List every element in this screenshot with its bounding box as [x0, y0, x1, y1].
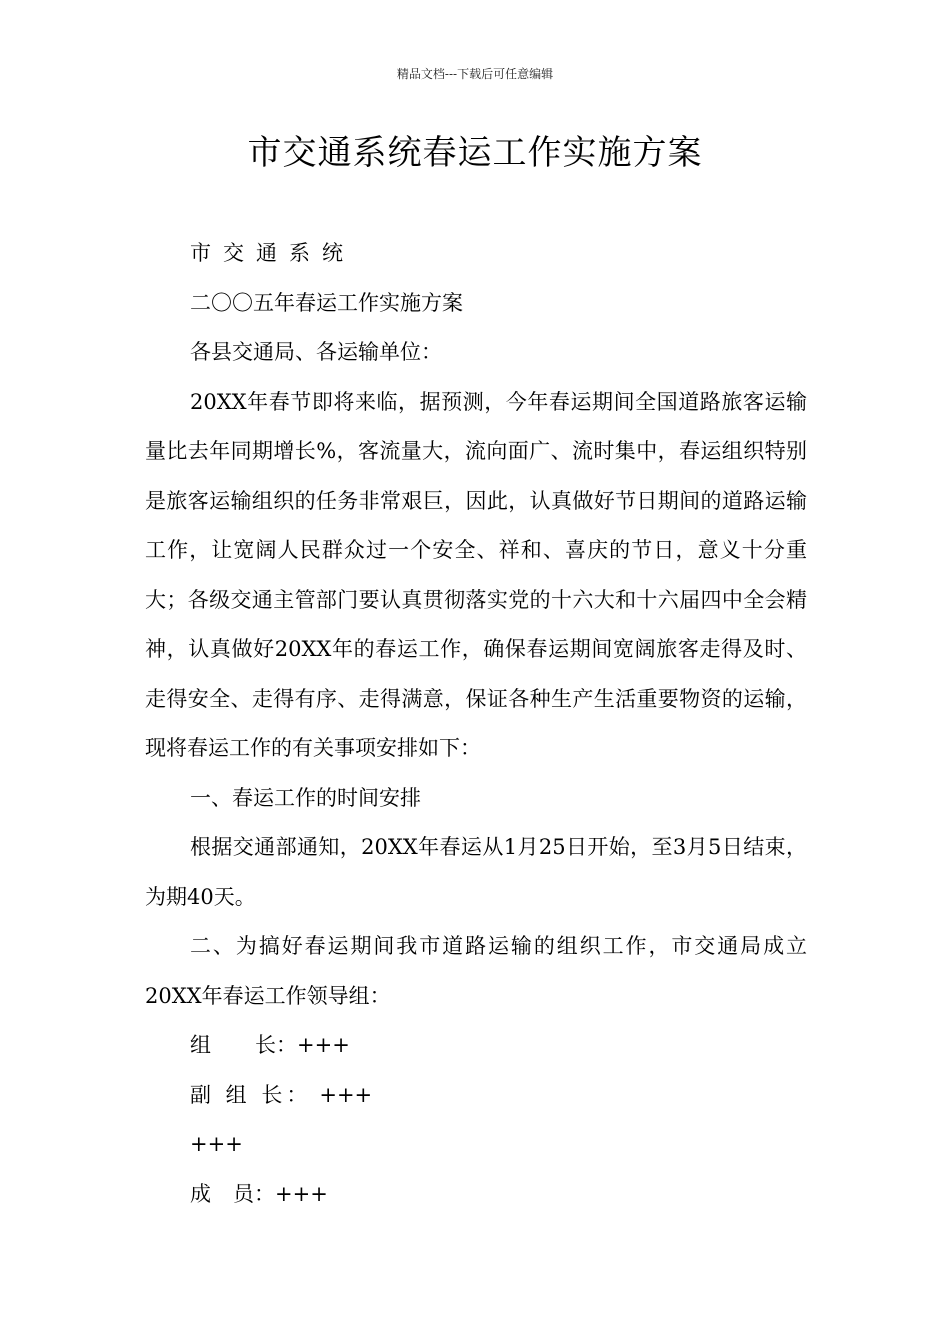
roster-deputy-line-2: +++ [190, 1132, 243, 1156]
document-title: 市交通系统春运工作实施方案 [247, 133, 703, 173]
org-line: 市交通系统 [190, 241, 355, 265]
member-label-part-1: 成 [190, 1181, 211, 1206]
leader-label-part-1: 组 [190, 1033, 211, 1057]
member-value: +++ [275, 1181, 328, 1206]
section-1-heading: 一、春运工作的时间安排 [190, 785, 421, 810]
deputy-value: +++ [319, 1082, 373, 1107]
section-2-body: 二、为搞好春运期间我市道路运输的组织工作，市交通局成立20XX年春运工作领导组： [145, 934, 807, 1008]
member-label-part-2: 员： [233, 1181, 275, 1206]
roster-member-line [145, 1170, 807, 1220]
section-1-body: 根据交通部通知，20XX年春运从1月25日开始，至3月5日结束，为期40天。 [145, 835, 807, 909]
roster-leader-line [145, 1021, 807, 1071]
header-note: 精品文档---下载后可任意编辑 [396, 67, 554, 81]
leader-label-part-2: 长： [255, 1033, 297, 1057]
document-body [145, 229, 807, 1219]
deputy-label: 副 组 长： [190, 1082, 312, 1107]
subtitle-line: 二〇〇五年春运工作实施方案 [190, 290, 463, 315]
roster-deputy-line [145, 1071, 807, 1121]
salutation: 各县交通局、各运输单位： [190, 340, 442, 364]
intro-paragraph: 20XX年春节即将来临，据预测，今年春运期间全国道路旅客运输量比去年同期增长%，客流量大，流向面广、流时集中，春运组织特别是旅客运输组织的任务非常艰巨，因此，认真做好节日期间的道路运输工作，让宽阔人民群众过一个安全、祥和、喜庆的节日，意义十分重大；各级交通主管部门要认真贯彻落实党的十六大和十六届四中全会精神，认真做好20XX年的春运工作，确保春运期间宽阔旅客走得及时、走得安全、走得有序、走得满意，保证各种生产生活重要物资的运输，现将春运工作的有关事项安排如下： [145, 389, 807, 760]
leader-value: +++ [297, 1033, 350, 1057]
